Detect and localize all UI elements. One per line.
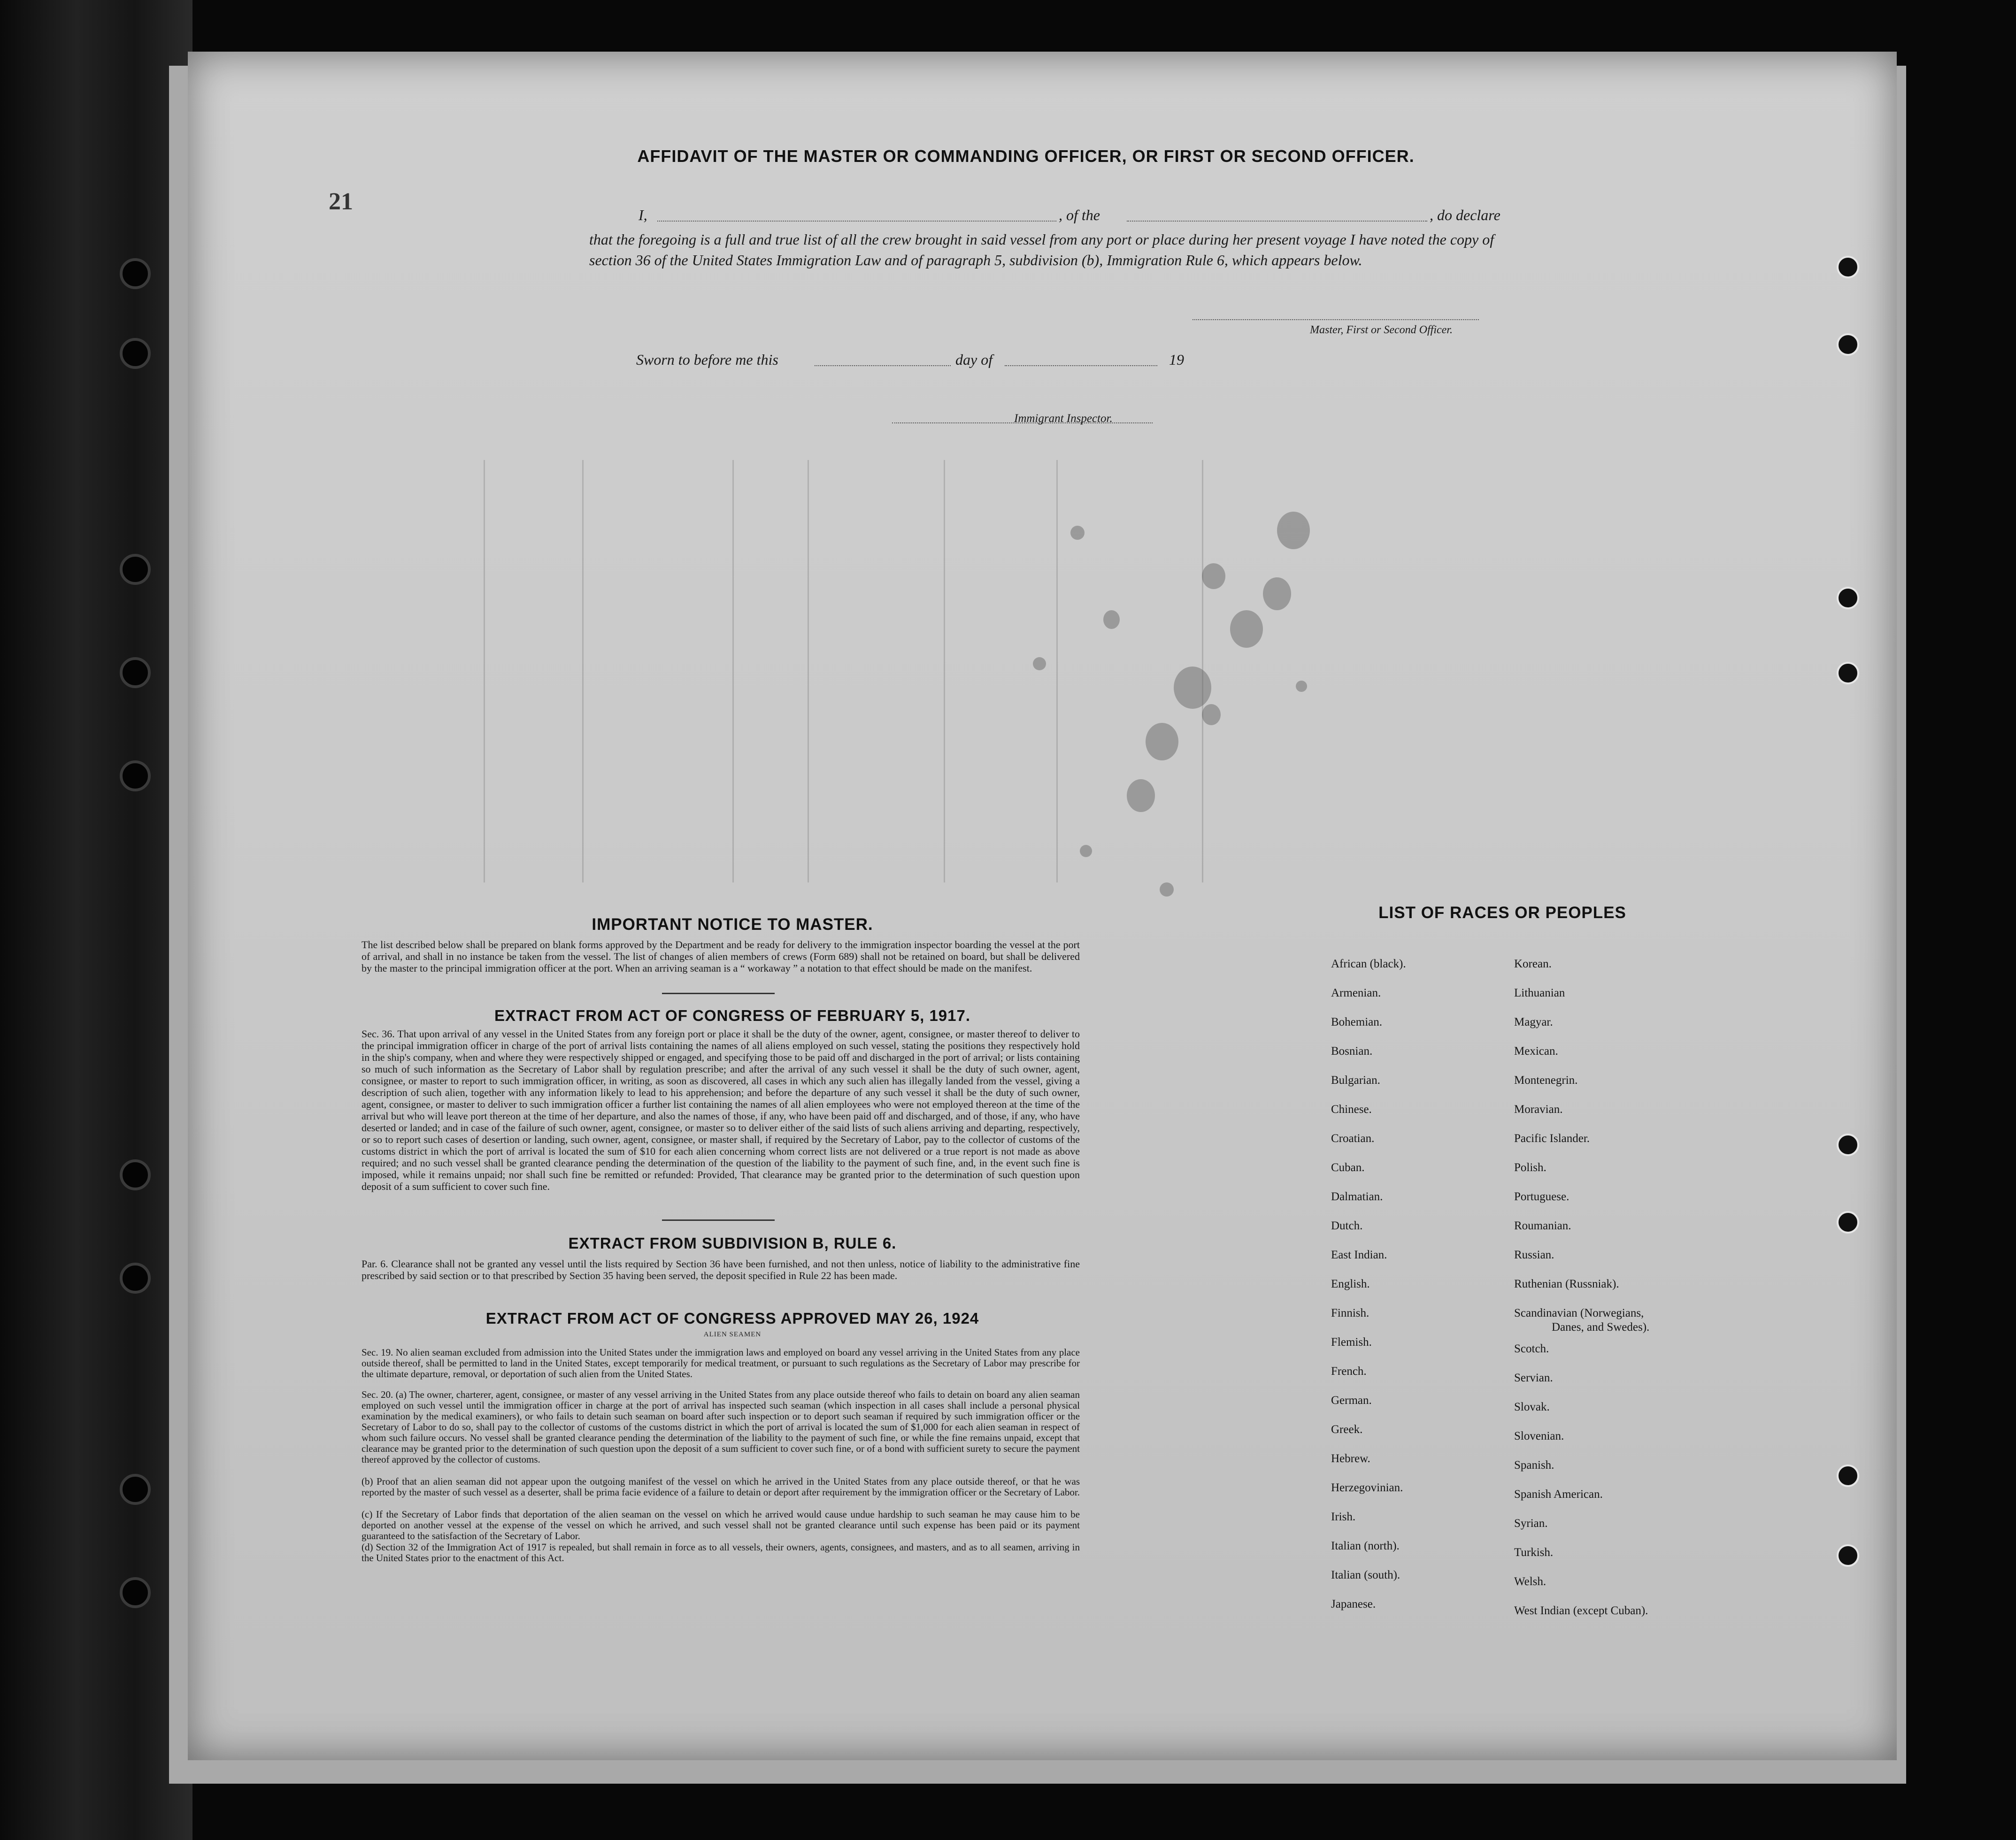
punch-hole [1837, 1134, 1859, 1156]
master-signature-label: Master, First or Second Officer. [1310, 324, 1453, 336]
race-item: Turkish. [1514, 1546, 1554, 1559]
race-item: Mexican. [1514, 1045, 1558, 1058]
races-title: LIST OF RACES OR PEOPLES [1378, 904, 1626, 922]
stain-spot [1070, 526, 1085, 540]
punch-hole [1837, 256, 1859, 278]
bleed-through-rule [1056, 460, 1058, 882]
extract-1924-para-d: (d) Section 32 of the Immigration Act of 1917 is repealed, but shall remain in force as to all vessels, their owners, agents, consignees, and masters, and as to all seamen, arriving in the United States prior to the enactment of this Act. [362, 1541, 1080, 1564]
race-item: East Indian. [1331, 1249, 1387, 1261]
extract-1924-para-b: (b) Proof that an alien seaman did not appear upon the outgoing manifest of the vessel on which he arrived in the United States from any place outside thereof, or that he was reported by the master of such vessel as a deserter, shall be prima facie evidence of a failure to detain or deport after requirement by the immigration officer or the Secretary of Labor. [362, 1476, 1080, 1498]
extract-1917-body: Sec. 36. That upon arrival of any vessel in the United States from any foreign port or place it shall be the duty of the owner, agent, consignee, or master thereof to deliver to the principal immigration officer in charge of the port of arrival lists containing the names of all aliens employed on such vessel, stating the positions they respectively hold in the ship's company, when and where they were respectively shipped or engaged, and specifying those to be paid off and discharged in the port of arrival; or lists containing so much of such information as the Secretary of Labor shall by regulation prescribe; and after the arrival of any such vessel it shall be the duty of such owner, agent, consignee, or master to report to such immigration officer, in writing, as soon as discovered, all cases in which any such alien has illegally landed from the vessel, giving a description of such alien, together with any information likely to lead to his apprehension; and before the departure of any such vessel it shall be the duty of such owner, agent, consignee, or master to deliver to such immigration officer a further list containing the names of all alien employees who were not employed thereon at the time of the arrival but who will leave port thereon at the time of her departure, and also the names of those, if any, who have been paid off and discharged, and of those, if any, who have deserted or landed; and in case of the failure of such owner, agent, consignee, or master so to deliver either of the said lists of such aliens arriving and departing, respectively, or so to report such cases of desertion or landing, such owner, agent, consignee, or master shall, if required by the Secretary of Labor, pay to the collector of customs of the customs district in which the port of arrival is located the sum of $10 for each alien concerning whom correct lists are not delivered or a true report is not made as above required; and no such vessel shall be granted clearance pending the determination of the question of the liability to the payment of such fine, and, in the event such fine is imposed, while it remains unpaid; nor shall such fine be remitted or refunded: Provided, That clearance may be granted prior to the determination of such question upon deposit of a sum sufficient to cover such fine. [362, 1028, 1080, 1192]
race-item: Servian. [1514, 1372, 1553, 1384]
race-item: Bohemian. [1331, 1016, 1383, 1028]
section-divider [662, 993, 775, 994]
extract-1924-sec19: Sec. 19. No alien seaman excluded from admission into the United States under the immigration laws and employed on board any vessel arriving in the United States from any place outside thereof, shall be permitted to land in the United States, except temporarily for medical treatment, or pursuant to such regulations as the Secretary of Labor may prescribe for the ultimate departure, removal, or deportation of such alien from the United States. [362, 1347, 1080, 1380]
sworn-text: Sworn to before me this [636, 351, 778, 368]
name-blank-line [657, 221, 1056, 222]
rule6-title: EXTRACT FROM SUBDIVISION B, RULE 6. [568, 1234, 897, 1252]
extract-1917-title: EXTRACT FROM ACT OF CONGRESS OF FEBRUARY 5, 1917. [494, 1007, 971, 1024]
race-item: Irish. [1331, 1510, 1356, 1523]
notice-body: The list described below shall be prepared on blank forms approved by the Department and be ready for delivery to the immigration inspector boarding the vessel at the port of arrival, and shall in no instance be taken from the vessel. The list of changes of alien members of crews (Form 689) shall not be retained on board, but shall be delivered by the master to the principal immigration officer at the port. When an arriving seaman is a “ workaway ” a notation to that effect should be made on the manifest. [362, 939, 1080, 974]
section-divider [662, 1219, 775, 1221]
race-item: English. [1331, 1278, 1370, 1290]
bleed-through-rule [732, 460, 734, 882]
race-item: Ruthenian (Russniak). [1514, 1278, 1619, 1290]
bleed-through-rule [944, 460, 945, 882]
race-item: Herzegovinian. [1331, 1481, 1403, 1494]
race-item: Pacific Islander. [1514, 1132, 1590, 1145]
race-item: Welsh. [1514, 1575, 1547, 1588]
race-item: Slovak. [1514, 1401, 1550, 1413]
affidavit-i: I, [639, 207, 647, 223]
race-item: Italian (north). [1331, 1540, 1400, 1552]
binding-hole [120, 1263, 151, 1294]
race-item: Danes, and Swedes). [1552, 1321, 1650, 1334]
bleed-through-rule [484, 460, 485, 882]
stain-spot [1103, 610, 1120, 629]
race-item: Japanese. [1331, 1598, 1376, 1610]
race-item: Portuguese. [1514, 1190, 1570, 1203]
binding-hole [120, 1159, 151, 1190]
stain-spot [1202, 563, 1225, 589]
binding-hole [120, 1474, 151, 1505]
race-item: Korean. [1514, 958, 1552, 970]
stain-spot [1127, 779, 1155, 812]
rule6-body: Par. 6. Clearance shall not be granted any vessel until the lists required by Section 36 have been furnished, and not then unless, notice of liability to the administrative fine prescribed by said section or to that prescribed by Section 35 having been served, the deposit specified in Rule 22 has been made. [362, 1258, 1080, 1281]
race-item: Flemish. [1331, 1336, 1372, 1349]
race-item: Italian (south). [1331, 1569, 1400, 1581]
race-item: African (black). [1331, 958, 1406, 970]
stain-spot [1033, 657, 1046, 670]
master-signature-line [1193, 319, 1479, 320]
stain-spot [1230, 610, 1263, 648]
stain-spot [1160, 882, 1174, 897]
month-blank-line [1005, 365, 1157, 366]
race-item: West Indian (except Cuban). [1514, 1604, 1648, 1617]
bleed-through-rule [582, 460, 584, 882]
binding-hole [120, 554, 151, 585]
vessel-blank-line [1127, 221, 1427, 222]
race-item: Slovenian. [1514, 1430, 1564, 1442]
stain-spot [1202, 704, 1221, 725]
punch-hole [1837, 587, 1859, 609]
binding-hole [120, 258, 151, 289]
binding-hole [120, 338, 151, 369]
race-item: Hebrew. [1331, 1452, 1370, 1465]
inspector-label: Immigrant Inspector. [1014, 412, 1113, 425]
stain-spot [1146, 723, 1178, 760]
race-item: Roumanian. [1514, 1219, 1571, 1232]
bleed-through-rule [808, 460, 809, 882]
extract-1924-sec20: Sec. 20. (a) The owner, charterer, agent, consignee, or master of any vessel arriving in the United States from any place outside thereof who fails to detain on board any alien seaman employed on such vessel until the immigration officer in charge at the port of arrival has inspected such seaman (which inspection in all cases shall include a personal physical examination by the medical examiners), or who fails to detain such seaman on board after such inspection or to deport such seaman if required by such immigration officer or the Secretary of Labor to do so, shall pay to the collector of customs of the customs district in which the port of arrival is located the sum of $1,000 for each alien seaman in respect of whom such failure occurs. No vessel shall be granted clearance pending the determination of the liability to the payment of such fine, or while the fine remains unpaid, except that clearance may be granted prior to the determination of such question upon the deposit of a sum sufficient to cover such fine, or of a bond with sufficient surety to secure the payment thereof approved by the collector of customs. [362, 1389, 1080, 1465]
race-item: Finnish. [1331, 1307, 1370, 1319]
punch-hole [1837, 1211, 1859, 1234]
affidavit-declare: , do declare [1430, 207, 1500, 223]
punch-hole [1837, 1544, 1859, 1567]
race-item: Scotch. [1514, 1342, 1549, 1355]
race-item: Chinese. [1331, 1103, 1372, 1116]
race-item: Cuban. [1331, 1161, 1365, 1174]
race-item: Dalmatian. [1331, 1190, 1383, 1203]
race-item: Bosnian. [1331, 1045, 1373, 1058]
affidavit-of-the: , of the [1059, 207, 1100, 223]
race-item: Moravian. [1514, 1103, 1563, 1116]
extract-1924-title: EXTRACT FROM ACT OF CONGRESS APPROVED MAY 26, 1924 [485, 1310, 979, 1327]
race-item: Dutch. [1331, 1219, 1363, 1232]
race-item: Armenian. [1331, 987, 1381, 999]
stain-spot [1277, 512, 1310, 549]
race-item: Spanish. [1514, 1459, 1554, 1472]
punch-hole [1837, 333, 1859, 356]
notice-title: IMPORTANT NOTICE TO MASTER. [592, 915, 873, 934]
extract-1924-para-c: (c) If the Secretary of Labor finds that deportation of the alien seaman on the vessel on which he arrived would cause undue hardship to such seaman he may cause him to be deported on another vessel at the expense of the vessel on which he arrived, and such vessel shall not be granted clearance until such expense has been paid or its payment guaranteed to the satisfaction of the Secretary of Labor. [362, 1509, 1080, 1541]
race-item: Russian. [1514, 1249, 1554, 1261]
day-of-text: day of [955, 351, 993, 368]
race-item: Scandinavian (Norwegians, [1514, 1307, 1644, 1319]
punch-hole [1837, 662, 1859, 684]
punch-hole [1837, 1464, 1859, 1487]
affidavit-body: that the foregoing is a full and true list of all the crew brought in said vessel from any port or place during her present voyage I have noted the copy of section 36 of the United States Immigration Law and of paragraph 5, subdivision (b), Immigration Rule 6, which appears below. [589, 231, 1494, 268]
affidavit-title: AFFIDAVIT OF THE MASTER OR COMMANDING OFFICER, OR FIRST OR SECOND OFFICER. [637, 146, 1415, 166]
year-prefix: 19 [1169, 351, 1184, 368]
binding-hole [120, 760, 151, 791]
race-item: Montenegrin. [1514, 1074, 1578, 1087]
day-blank-line [815, 365, 951, 366]
race-item: Croatian. [1331, 1132, 1375, 1145]
race-item: German. [1331, 1394, 1372, 1407]
binding-strip [0, 0, 192, 1840]
binding-hole [120, 657, 151, 688]
stain-spot [1296, 681, 1307, 692]
stain-spot [1263, 577, 1291, 610]
race-item: Magyar. [1514, 1016, 1553, 1028]
race-item: Lithuanian [1514, 987, 1565, 999]
race-item: Spanish American. [1514, 1488, 1603, 1501]
race-item: Bulgarian. [1331, 1074, 1380, 1087]
race-item: Syrian. [1514, 1517, 1548, 1530]
margin-number: 21 [329, 188, 353, 215]
stain-spot [1080, 845, 1092, 857]
race-item: Polish. [1514, 1161, 1547, 1174]
race-item: Greek. [1331, 1423, 1363, 1436]
binding-hole [120, 1577, 151, 1608]
alien-seamen-subtitle: ALIEN SEAMEN [703, 1331, 762, 1338]
stain-spot [1174, 667, 1211, 709]
race-item: French. [1331, 1365, 1367, 1378]
